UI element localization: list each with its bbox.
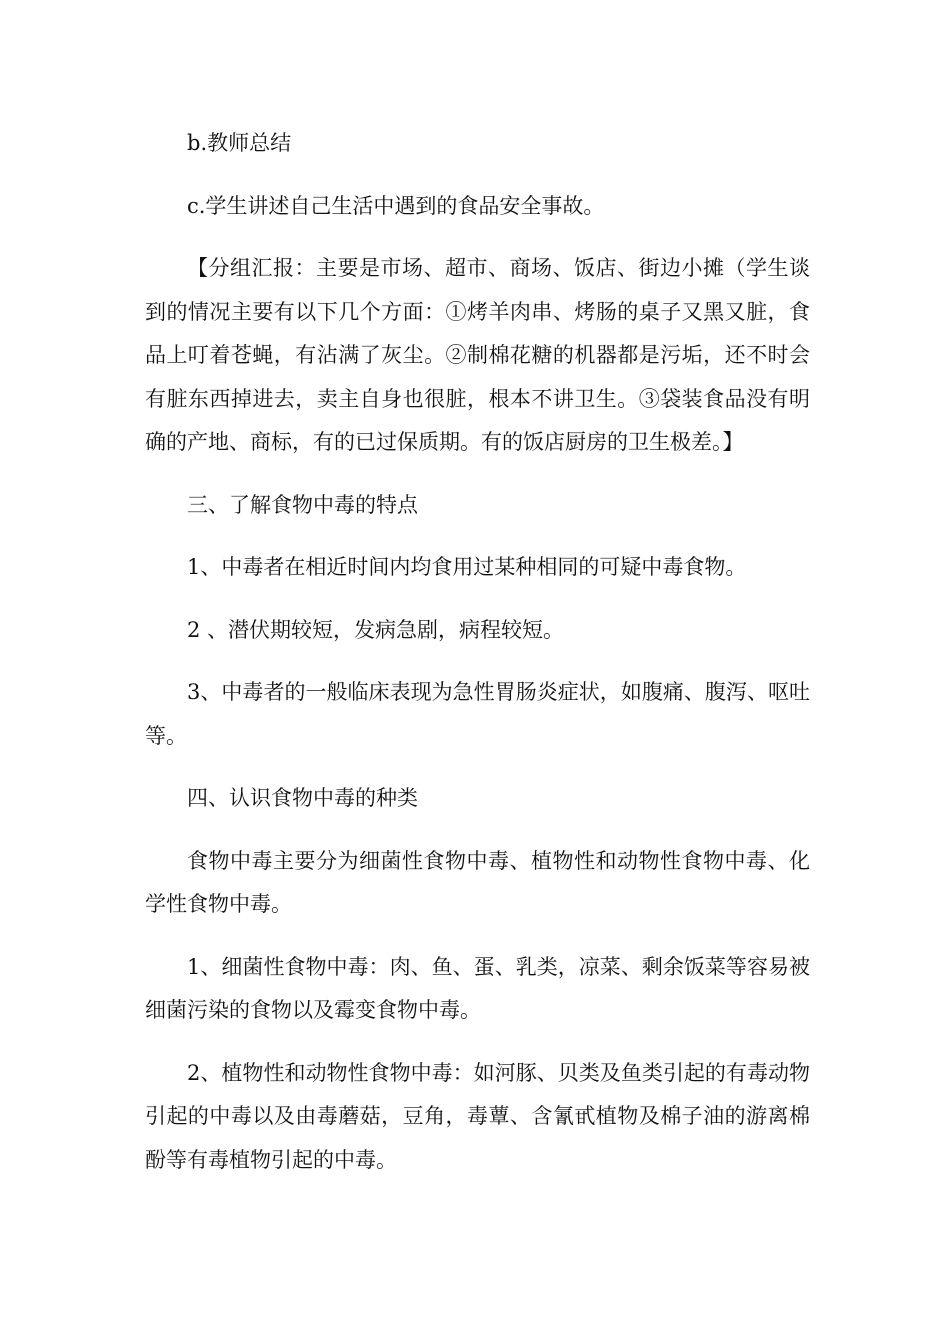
paragraph-feature-2: 2 、潜伏期较短，发病急剧，病程较短。 bbox=[187, 617, 565, 642]
paragraph-group-report: 【分组汇报：主要是市场、超市、商场、饭店、街边小摊（学生谈到的情况主要有以下几个方面：①烤羊肉串、烤肠的桌子又黑又脏，食品上叮着苍蝇，有沾满了灰尘。②制棉花糖的机器都是污垢，还不时会有脏东西掉进去，卖主自身也很脏，根本不讲卫生。③袋装食品没有明确的产地、商标，有的已过保质期。有的饭店厨房的卫生极差。】 bbox=[145, 256, 810, 454]
paragraph-type-plant-animal: 2、植物性和动物性食物中毒：如河豚、贝类及鱼类引起的有毒动物引起的中毒以及由毒蘑菇，豆角，毒蕈、含氰甙植物及棉子油的游离棉酚等有毒植物引起的中毒。 bbox=[145, 1060, 810, 1172]
paragraph-feature-1: 1、中毒者在相近时间内均食用过某种相同的可疑中毒食物。 bbox=[187, 555, 747, 579]
paragraph-teacher-summary: b.教师总结 bbox=[187, 131, 292, 155]
paragraph-types-overview: 食物中毒主要分为细菌性食物中毒、植物性和动物性食物中毒、化学性食物中毒。 bbox=[145, 848, 810, 916]
section-heading-poisoning-features: 三、了解食物中毒的特点 bbox=[187, 492, 418, 517]
paragraph-student-accounts: c.学生讲述自己生活中遇到的食品安全事故。 bbox=[187, 193, 605, 218]
document-body bbox=[145, 122, 810, 1201]
section-heading-poisoning-types: 四、认识食物中毒的种类 bbox=[187, 786, 418, 810]
paragraph-type-bacterial: 1、细菌性食物中毒：肉、鱼、蛋、乳类，凉菜、剩余饭菜等容易被细菌污染的食物以及霉变食物中毒。 bbox=[145, 954, 810, 1022]
paragraph-feature-3: 3、中毒者的一般临床表现为急性胃肠炎症状，如腹痛、腹泻、呕吐等。 bbox=[145, 680, 810, 748]
